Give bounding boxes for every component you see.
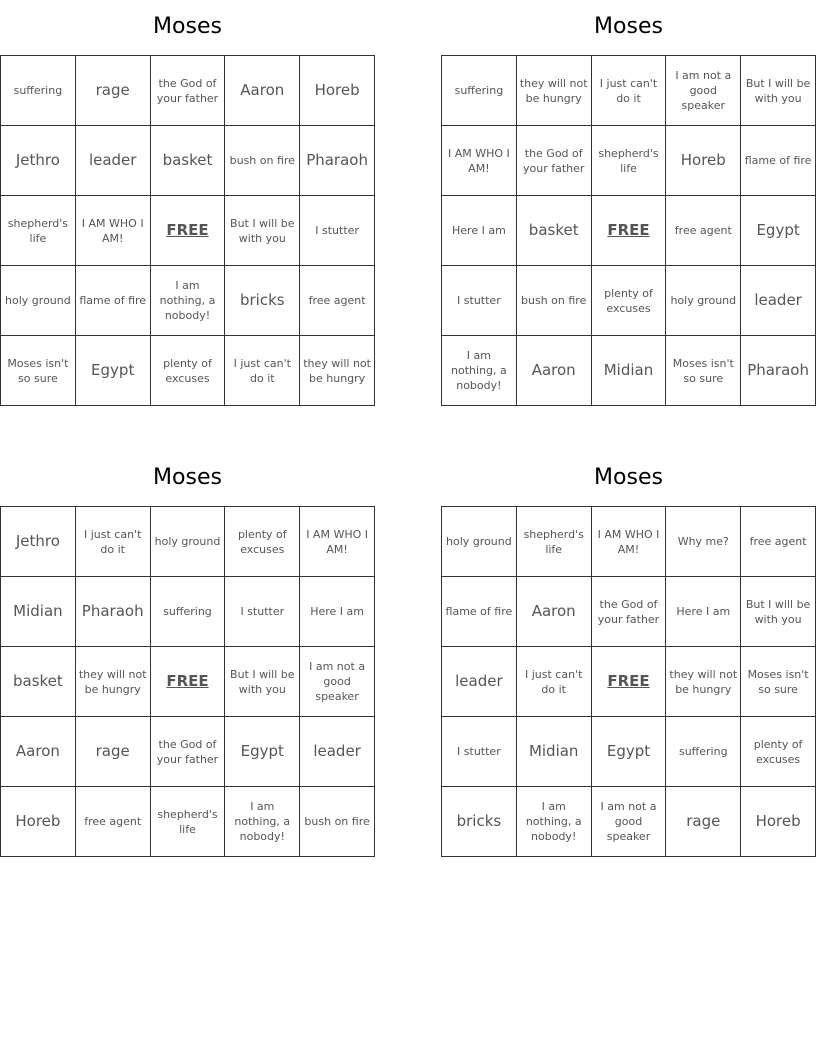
bingo-cell: Egypt — [741, 196, 816, 266]
bingo-cell: suffering — [151, 577, 226, 647]
bingo-cell: But I will be with you — [225, 196, 300, 266]
bingo-cell: leader — [442, 647, 517, 717]
bingo-cell: flame of fire — [442, 577, 517, 647]
card-title: Moses — [594, 465, 663, 490]
bingo-cell: Egypt — [592, 717, 667, 787]
bingo-cell: Aaron — [517, 336, 592, 406]
bingo-cell: rage — [76, 717, 151, 787]
free-space: FREE — [151, 647, 226, 717]
bingo-cell: Moses isn't so sure — [1, 336, 76, 406]
bingo-cell: Pharaoh — [300, 126, 375, 196]
bingo-cell: holy ground — [151, 507, 226, 577]
bingo-cell: Why me? — [666, 507, 741, 577]
bingo-cell: I AM WHO I AM! — [442, 126, 517, 196]
bingo-grid — [0, 55, 375, 406]
bingo-cell: Here I am — [300, 577, 375, 647]
card-title: Moses — [153, 14, 222, 39]
bingo-cell: Moses isn't so sure — [666, 336, 741, 406]
bingo-cell: Egypt — [76, 336, 151, 406]
bingo-cell: holy ground — [666, 266, 741, 336]
bingo-cell: I am nothing, a nobody! — [517, 787, 592, 857]
bingo-cell: Horeb — [666, 126, 741, 196]
bingo-cell: holy ground — [442, 507, 517, 577]
bingo-cell: suffering — [1, 56, 76, 126]
free-space: FREE — [592, 196, 667, 266]
card-title: Moses — [153, 465, 222, 490]
bingo-cell: rage — [76, 56, 151, 126]
bingo-cell: Horeb — [741, 787, 816, 857]
bingo-cell: Egypt — [225, 717, 300, 787]
bingo-cell: basket — [151, 126, 226, 196]
bingo-cell: I just can't do it — [592, 56, 667, 126]
bingo-cell: Pharaoh — [76, 577, 151, 647]
bingo-cell: I am not a good speaker — [666, 56, 741, 126]
card-title: Moses — [594, 14, 663, 39]
bingo-cell: Midian — [592, 336, 667, 406]
bingo-cell: free agent — [666, 196, 741, 266]
bingo-cell: Here I am — [442, 196, 517, 266]
bingo-cell: free agent — [300, 266, 375, 336]
bingo-grid — [0, 506, 375, 857]
bingo-cell: the God of your father — [517, 126, 592, 196]
bingo-cell: shepherd's life — [592, 126, 667, 196]
bingo-cell: Horeb — [300, 56, 375, 126]
bingo-cell: I am not a good speaker — [300, 647, 375, 717]
bingo-cell: they will not be hungry — [76, 647, 151, 717]
bingo-cell: I am nothing, a nobody! — [151, 266, 226, 336]
bingo-cell: they will not be hungry — [300, 336, 375, 406]
bingo-cell: flame of fire — [76, 266, 151, 336]
bingo-cell: I just can't do it — [225, 336, 300, 406]
free-space: FREE — [151, 196, 226, 266]
bingo-cell: free agent — [741, 507, 816, 577]
bingo-cell: I just can't do it — [76, 507, 151, 577]
bingo-cell: bush on fire — [517, 266, 592, 336]
bingo-cell: suffering — [442, 56, 517, 126]
bingo-cell: But I will be with you — [741, 577, 816, 647]
bingo-cell: plenty of excuses — [592, 266, 667, 336]
bingo-cell: the God of your father — [592, 577, 667, 647]
bingo-cell: the God of your father — [151, 717, 226, 787]
bingo-cell: bricks — [225, 266, 300, 336]
bingo-cell: Jethro — [1, 126, 76, 196]
bingo-cell: Midian — [517, 717, 592, 787]
bingo-cell: Aaron — [517, 577, 592, 647]
bingo-cell: they will not be hungry — [517, 56, 592, 126]
bingo-cell: I just can't do it — [517, 647, 592, 717]
bingo-cell: I stutter — [442, 266, 517, 336]
bingo-cell: But I will be with you — [741, 56, 816, 126]
bingo-grid — [441, 55, 816, 406]
bingo-cell: I am nothing, a nobody! — [225, 787, 300, 857]
bingo-cell: plenty of excuses — [151, 336, 226, 406]
bingo-cell: shepherd's life — [1, 196, 76, 266]
bingo-cell: Pharaoh — [741, 336, 816, 406]
bingo-cell: I am nothing, a nobody! — [442, 336, 517, 406]
bingo-cell: I AM WHO I AM! — [300, 507, 375, 577]
bingo-cell: shepherd's life — [517, 507, 592, 577]
bingo-cell: rage — [666, 787, 741, 857]
bingo-cell: free agent — [76, 787, 151, 857]
bingo-cell: bricks — [442, 787, 517, 857]
bingo-cell: holy ground — [1, 266, 76, 336]
bingo-cell: Aaron — [1, 717, 76, 787]
free-space: FREE — [592, 647, 667, 717]
bingo-cell: plenty of excuses — [225, 507, 300, 577]
bingo-cell: they will not be hungry — [666, 647, 741, 717]
bingo-cell: basket — [517, 196, 592, 266]
bingo-cell: I am not a good speaker — [592, 787, 667, 857]
bingo-cell: I stutter — [300, 196, 375, 266]
bingo-cell: Aaron — [225, 56, 300, 126]
bingo-cell: Horeb — [1, 787, 76, 857]
bingo-cell: Midian — [1, 577, 76, 647]
bingo-cell: leader — [300, 717, 375, 787]
bingo-cell: the God of your father — [151, 56, 226, 126]
bingo-cell: bush on fire — [300, 787, 375, 857]
bingo-cell: leader — [76, 126, 151, 196]
bingo-cell: I stutter — [225, 577, 300, 647]
bingo-cell: I AM WHO I AM! — [76, 196, 151, 266]
bingo-cell: flame of fire — [741, 126, 816, 196]
bingo-cell: Here I am — [666, 577, 741, 647]
bingo-cell: I AM WHO I AM! — [592, 507, 667, 577]
bingo-cell: basket — [1, 647, 76, 717]
bingo-cell: shepherd's life — [151, 787, 226, 857]
bingo-cell: leader — [741, 266, 816, 336]
bingo-cell: I stutter — [442, 717, 517, 787]
bingo-cell: suffering — [666, 717, 741, 787]
bingo-cell: But I will be with you — [225, 647, 300, 717]
bingo-cell: Moses isn't so sure — [741, 647, 816, 717]
bingo-cell: Jethro — [1, 507, 76, 577]
bingo-cell: plenty of excuses — [741, 717, 816, 787]
bingo-grid — [441, 506, 816, 857]
bingo-cell: bush on fire — [225, 126, 300, 196]
